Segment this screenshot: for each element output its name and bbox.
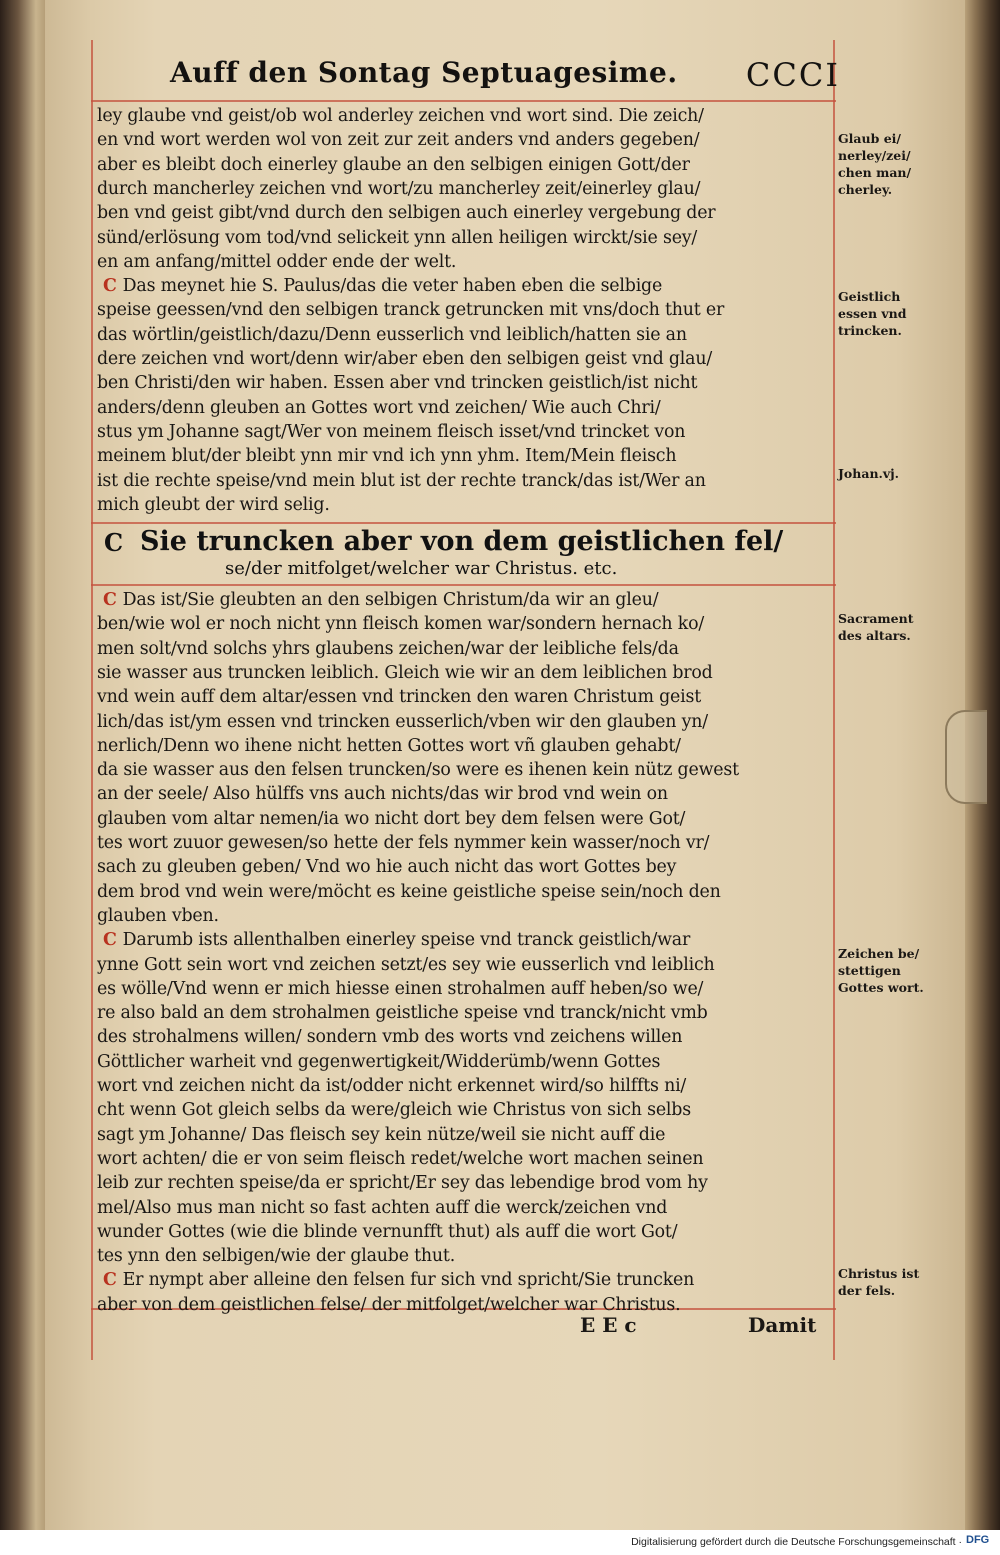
body-line-text: glauben vben. bbox=[97, 905, 219, 926]
body-line-text: wunder Gottes (wie die blinde vernunfft thut) als auff die wort Got/ bbox=[97, 1221, 678, 1242]
body-line bbox=[97, 784, 832, 804]
body-line bbox=[97, 398, 832, 418]
body-line-text: nerlich/Denn wo ihene nicht hetten Gottes wort vñ glauben gehabt/ bbox=[97, 735, 681, 756]
clasp-tab bbox=[945, 710, 987, 804]
body-line-text: dem brod vnd wein were/möcht es keine geistliche speise sein/noch den bbox=[97, 881, 721, 902]
body-line-text: aber es bleibt doch einerley glaube an den selbigen einigen Gott/der bbox=[97, 154, 690, 175]
body-line-text: dere zeichen vnd wort/denn wir/aber eben den selbigen geist vnd glau/ bbox=[97, 349, 712, 369]
rule-right bbox=[833, 40, 835, 1360]
body-line bbox=[97, 639, 832, 659]
paragraph-initial: C bbox=[103, 590, 117, 610]
dfg-logo: DFG bbox=[966, 1534, 990, 1546]
paragraph-initial: C bbox=[103, 930, 117, 951]
body-line-text: meinem blut/der bleibt ynn mir vnd ich ynn yhm. Item/Mein fleisch bbox=[97, 446, 677, 467]
margin-note-2: Geistlich essen vnd trincken. bbox=[838, 289, 907, 338]
body-line bbox=[97, 590, 832, 610]
body-line bbox=[97, 1149, 832, 1169]
body-line bbox=[97, 130, 832, 150]
body-line-text: glauben vom altar nemen/ia wo nicht dort bey dem felsen were Got/ bbox=[97, 808, 686, 829]
body-line-text: sagt ym Johanne/ Das fleisch sey kein nütze/weil sie nicht auff die bbox=[97, 1124, 666, 1145]
body-line bbox=[97, 663, 832, 683]
rule-top bbox=[91, 100, 836, 102]
body-line-text: ley glaube vnd geist/ob wol anderley zeichen vnd wort sind. Die zeich/ bbox=[97, 106, 704, 126]
body-line bbox=[97, 614, 832, 634]
catchword: Damit bbox=[748, 1313, 817, 1337]
body-line bbox=[97, 1222, 832, 1242]
margin-note-5: Zeichen be/ stettigen Gottes wort. bbox=[838, 946, 924, 995]
body-line bbox=[97, 1270, 832, 1290]
body-line bbox=[97, 495, 832, 515]
body-line bbox=[97, 252, 832, 272]
folio-number: CCCI bbox=[745, 56, 840, 94]
body-line-text: Göttlicher warheit vnd gegenwertigkeit/Widderümb/wenn Gottes bbox=[97, 1051, 661, 1072]
running-title: Auff den Sontag Septuagesime. bbox=[170, 56, 678, 89]
body-line-text: ist die rechte speise/vnd mein blut ist der rechte tranck/das ist/Wer an bbox=[97, 470, 706, 491]
body-line bbox=[97, 373, 832, 393]
body-line-text: leib zur rechten speise/da er spricht/Er sey das lebendige brod vom hy bbox=[97, 1173, 708, 1194]
body-line-text: durch mancherley zeichen vnd wort/zu mancherley zeit/einerley glau/ bbox=[97, 178, 701, 199]
body-line bbox=[97, 349, 832, 369]
body-line bbox=[97, 325, 832, 345]
signature-mark: E E c bbox=[580, 1313, 637, 1337]
section-heading-line2: se/der mitfolget/welcher war Christus. etc. bbox=[225, 558, 618, 579]
body-line-text: ben Christi/den wir haben. Essen aber vnd trincken geistlich/ist nicht bbox=[97, 373, 698, 394]
body-line-text: anders/denn gleuben an Gottes wort vnd zeichen/ Wie auch Chri/ bbox=[97, 397, 661, 418]
body-line-text: an der seele/ Also hülffs vns auch nichts/das wir brod vnd wein on bbox=[97, 784, 668, 805]
body-line-text: da sie wasser aus den felsen truncken/so were es ihenen kein nütz gewest bbox=[97, 760, 739, 781]
body-line bbox=[97, 882, 832, 902]
body-line bbox=[97, 1100, 832, 1120]
body-line-text: tes wort zuuor gewesen/so hette der fels nymmer kein wasser/noch vr/ bbox=[97, 833, 710, 853]
body-line-text: des strohalmens willen/ sondern vmb des worts vnd zeichens willen bbox=[97, 1027, 683, 1048]
body-line bbox=[97, 446, 832, 466]
body-line bbox=[97, 1003, 832, 1023]
body-line-text: wort vnd zeichen nicht da ist/odder nicht erkennet wird/so hilffts ni/ bbox=[97, 1076, 687, 1096]
body-line bbox=[97, 833, 832, 853]
body-line-text: Er nympt aber alleine den felsen fur sich vnd spricht/Sie truncken bbox=[122, 1270, 695, 1291]
section-heading-initial: C bbox=[104, 528, 124, 557]
body-line bbox=[97, 1295, 832, 1315]
body-line-text: speise geessen/vnd den selbigen tranck getruncken mit vns/doch thut er bbox=[97, 300, 725, 321]
body-line bbox=[97, 471, 832, 491]
rule-heading-bottom bbox=[91, 584, 836, 586]
body-line bbox=[97, 906, 832, 926]
body-line bbox=[97, 736, 832, 756]
body-line-text: ynne Gott sein wort vnd zeichen setzt/es sey wie eusserlich vnd leiblich bbox=[97, 954, 715, 975]
rule-heading-top bbox=[91, 522, 836, 524]
body-line-text: tes ynn den selbigen/wie der glaube thut. bbox=[97, 1246, 456, 1267]
body-line-text: cht wenn Got gleich selbs da were/gleich wie Christus von sich selbs bbox=[97, 1100, 691, 1121]
digitization-footer bbox=[0, 1530, 1000, 1555]
facing-page-edge bbox=[0, 0, 45, 1530]
body-line bbox=[97, 1052, 832, 1072]
margin-note-4: Sacrament des altars. bbox=[838, 611, 914, 643]
body-line-text: stus ym Johanne sagt/Wer von meinem fleisch isset/vnd trincket von bbox=[97, 421, 686, 442]
body-line bbox=[97, 300, 832, 320]
body-line bbox=[97, 1076, 832, 1096]
body-line-text: sach zu gleuben geben/ Vnd wo hie auch nicht das wort Gottes bey bbox=[97, 857, 677, 878]
section-heading-line1: Sie truncken aber von dem geistlichen fel/ bbox=[140, 526, 784, 557]
body-line bbox=[97, 203, 832, 223]
body-line bbox=[97, 760, 832, 780]
body-line bbox=[97, 106, 832, 126]
body-line-text: en vnd wort werden wol von zeit zur zeit anders vnd anders gegeben/ bbox=[97, 130, 700, 151]
funding-credit: Digitalisierung gefördert durch die Deutsche Forschungsgemeinschaft · bbox=[631, 1536, 962, 1548]
body-line-text: mel/Also mus man nicht so fast achten auff die werck/zeichen vnd bbox=[97, 1197, 668, 1218]
paragraph-initial: C bbox=[103, 276, 117, 297]
body-line-text: sünd/erlösung vom tod/vnd selickeit ynn allen heiligen wirckt/sie sey/ bbox=[97, 227, 698, 248]
page-header bbox=[170, 56, 840, 98]
body-line bbox=[97, 1027, 832, 1047]
body-line-text: lich/das ist/ym essen vnd trincken eusserlich/vben wir den glauben yn/ bbox=[97, 711, 708, 732]
margin-note-3: Johan.vj. bbox=[838, 466, 900, 481]
body-line-text: wort achten/ die er von seim fleisch redet/welche wort machen seinen bbox=[97, 1148, 704, 1169]
body-line bbox=[97, 1125, 832, 1145]
body-line bbox=[97, 179, 832, 199]
body-line bbox=[97, 1173, 832, 1193]
body-line-text: Das ist/Sie gleubten an den selbigen Christum/da wir an gleu/ bbox=[122, 590, 659, 610]
body-line-text: mich gleubt der wird selig. bbox=[97, 494, 330, 515]
body-line-text: es wölle/Vnd wenn er mich hiesse einen strohalmen auff heben/so we/ bbox=[97, 978, 704, 999]
body-line bbox=[97, 687, 832, 707]
margin-note-6: Christus ist der fels. bbox=[838, 1266, 920, 1298]
body-line bbox=[97, 857, 832, 877]
body-line-text: Darumb ists allenthalben einerley speise vnd tranck geistlich/war bbox=[122, 930, 691, 951]
rule-left bbox=[91, 40, 93, 1360]
body-line bbox=[97, 809, 832, 829]
body-line bbox=[97, 422, 832, 442]
body-line bbox=[97, 979, 832, 999]
body-line bbox=[97, 276, 832, 296]
body-line-text: re also bald an dem strohalmen geistliche speise vnd tranck/nicht vmb bbox=[97, 1003, 708, 1024]
body-line bbox=[97, 228, 832, 248]
body-line bbox=[97, 155, 832, 175]
body-line-text: vnd wein auff dem altar/essen vnd trincken den waren Christum geist bbox=[97, 687, 701, 708]
paragraph-initial: C bbox=[103, 1270, 117, 1291]
body-line-text: ben/wie wol er noch nicht ynn fleisch komen war/sondern hernach ko/ bbox=[97, 614, 704, 635]
margin-note-1: Glaub ei/ nerley/zei/ chen man/ cherley. bbox=[838, 131, 912, 197]
body-line-text: Das meynet hie S. Paulus/das die veter haben eben die selbige bbox=[122, 276, 663, 297]
body-line bbox=[97, 712, 832, 732]
body-line-text: ben vnd geist gibt/vnd durch den selbigen auch einerley vergebung der bbox=[97, 203, 716, 224]
body-line bbox=[97, 1198, 832, 1218]
body-line bbox=[97, 930, 832, 950]
body-line-text: men solt/vnd solchs yhrs glaubens zeichen/war der leibliche fels/da bbox=[97, 638, 679, 659]
body-line bbox=[97, 955, 832, 975]
body-line bbox=[97, 1246, 832, 1266]
body-line-text: en am anfang/mittel odder ende der welt. bbox=[97, 251, 457, 272]
body-line-text: sie wasser aus truncken leiblich. Gleich wie wir an dem leiblichen brod bbox=[97, 662, 713, 683]
body-line-text: aber von dem geistlichen felse/ der mitfolget/welcher war Christus. bbox=[97, 1294, 681, 1315]
body-line-text: das wörtlin/geistlich/dazu/Denn eusserlich vnd leiblich/hatten sie an bbox=[97, 324, 687, 345]
